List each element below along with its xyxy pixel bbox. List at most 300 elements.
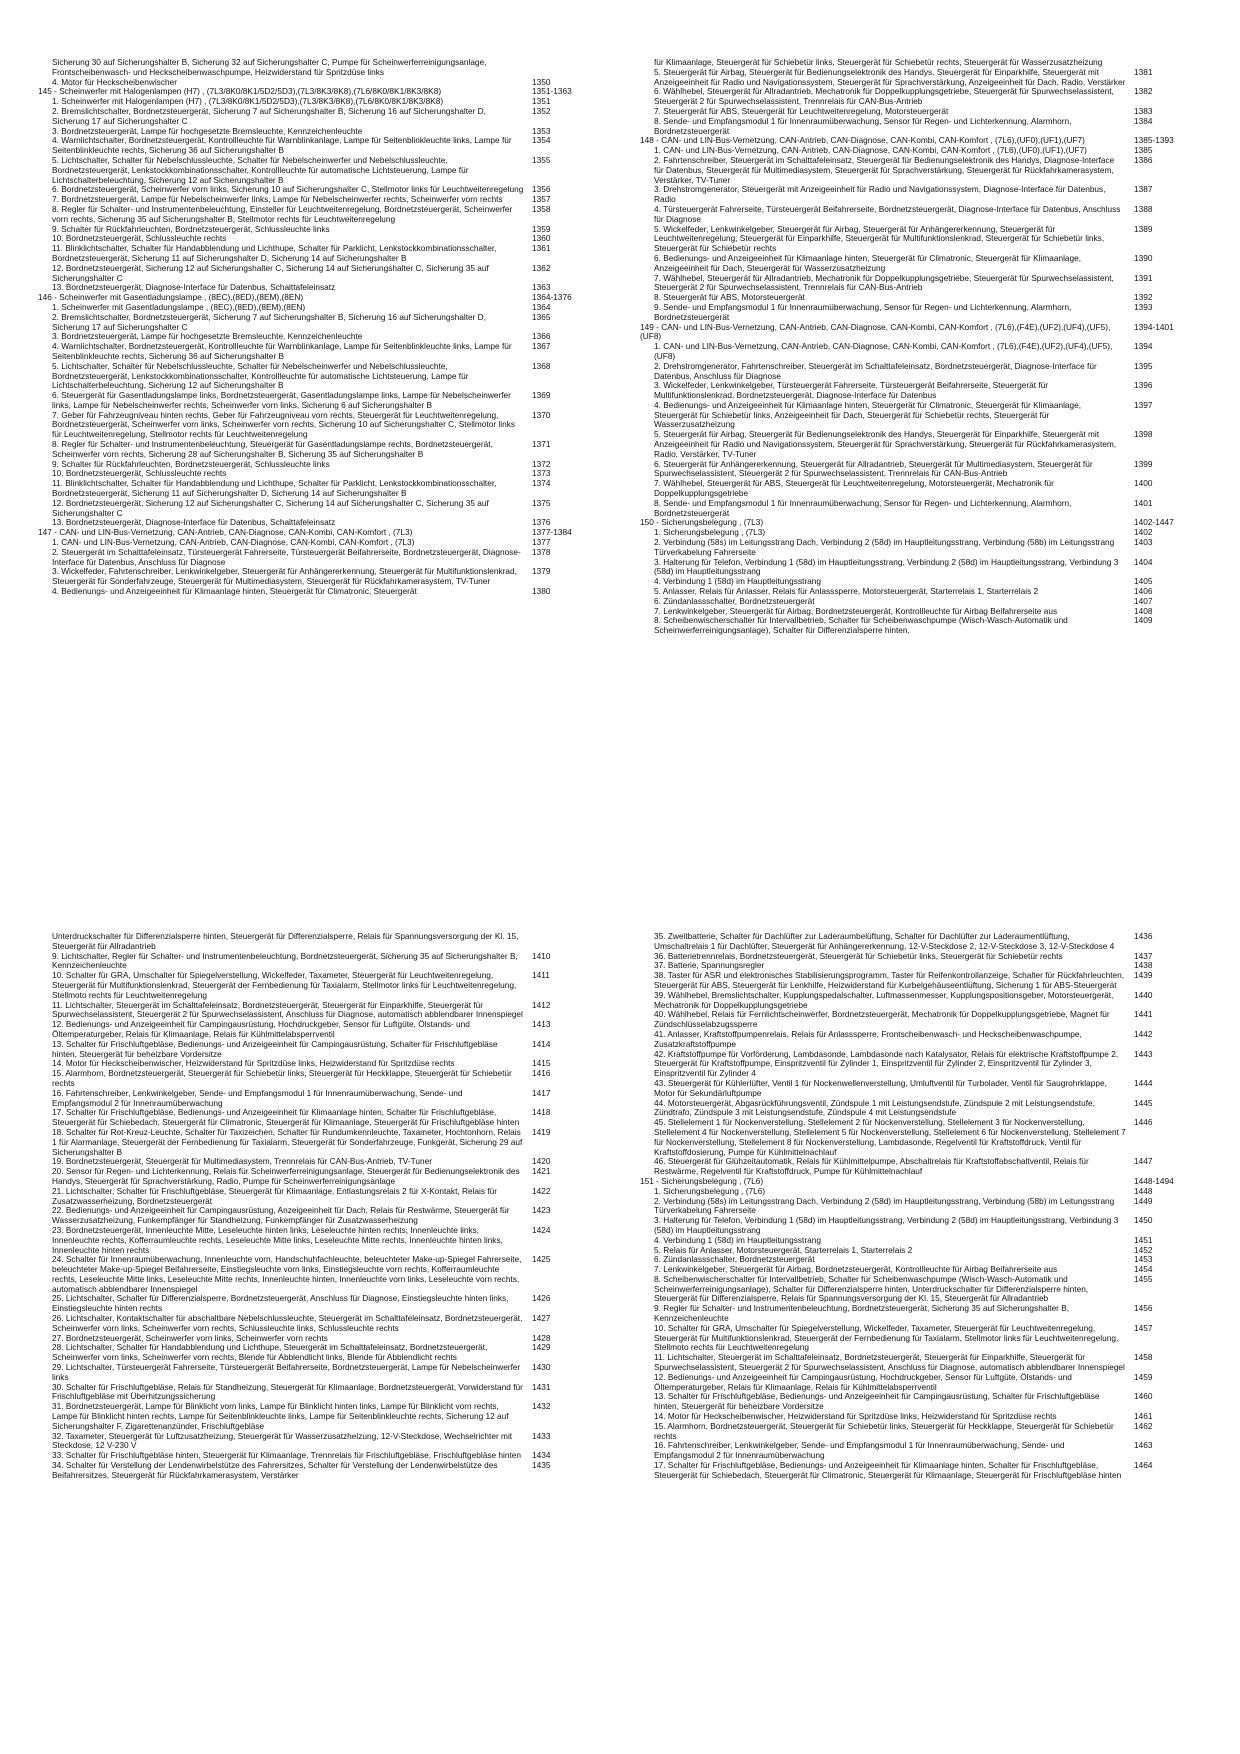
toc-entry-text: 5. Anlasser, Relais für Anlasser, Relais für Anlasssperre, Motorsteuergerät, Starterrelais 1, Starterrelais 2 — [654, 586, 1039, 597]
toc-entry-text: 44. Motorsteuergerät, Abgasrückführungsventil, Zündspule 1 mit Leistungsendstufe, Zündspule 2 mit Leistungsendstufe, Zündtrafo, Zündspule 3 mit Leistungsendstufe, Zündspule 4 mit Leistungsendstufe — [654, 1097, 1095, 1118]
toc-entry-text: 13. Bordnetzsteuergerät, Diagnose-Interface für Datenbus, Schalttafeleinsatz — [52, 517, 336, 528]
toc-entry-text: 1. CAN- und LIN-Bus-Vernetzung, CAN-Antrieb, CAN-Diagnose, CAN-Kombi, CAN-Komfort , (7L3) — [52, 537, 415, 548]
toc-entry-page: 1367 — [532, 341, 551, 352]
toc-entry-page: 1455 — [1134, 1273, 1153, 1284]
toc-entry-text: 16. Fahrtenschreiber, Lenkwinkelgeber, Sende- und Empfangsmodul 1 für Innenraumüberwachung, Sende- und Empfangsmodul 2 für Innenraumüberwachung — [52, 1087, 463, 1108]
toc-entry-text: 28. Lichtschalter, Schalter für Handabblendung und Lichthupe, Steuergerät im Schalttafeleinsatz, Bordnetzsteuergerät, Scheinwerfer vorn links, Scheinwerfer vorn rechts, Blende für Abblendlicht links, Blende für Abblendlicht rechts — [52, 1342, 488, 1363]
toc-entry-page: 1364-1376 — [532, 292, 572, 303]
toc-entry-page: 1404 — [1134, 556, 1153, 567]
toc-entry — [654, 254, 1202, 274]
toc-entry-text: 34. Schalter für Verstellung der Lendenwirbelstütze des Fahrersitzes, Schalter für Verstellung der Lendenwirbelstütze des Beifahrersitzes, Steuergerät für Rückfahrkamerasystem, Verstärker — [52, 1460, 498, 1480]
toc-entry-text: 25. Lichtschalter, Schalter für Differenzialsperre, Bordnetzsteuergerät, Anschluss für Diagnose, Einstiegsleuchte hinten links, Einstiegsleuchte hinten rechts — [52, 1293, 509, 1314]
toc-entry-page: 1432 — [532, 1401, 551, 1412]
toc-entry-page: 1351 — [532, 96, 551, 107]
toc-entry-page: 1389 — [1134, 223, 1153, 234]
toc-entry-page: 1351-1363 — [532, 86, 572, 97]
toc-entry-text: 21. Lichtschalter, Schalter für Frischluftgebläse, Steuergerät für Klimaanlage, Entlastungsrelais 2 für X-Kontakt, Relais für Zusatzwasserheizung, Bordnetzsteuergerät — [52, 1185, 498, 1206]
toc-entry — [654, 1030, 1202, 1050]
toc-entry-page: 1463 — [1134, 1440, 1153, 1451]
toc-entry-text: 3. Drehstromgenerator, Steuergerät mit Anzeigeeinheit für Radio und Navigationssystem, Diagnose-Interface für Datenbus, Radio — [654, 184, 1106, 205]
toc-entry — [654, 430, 1202, 459]
toc-entry-text: 11. Blinklichtschalter, Schalter für Handabblendung und Lichthupe, Schalter für Parklicht, Lenkstockkombinationsschalter, Bordnetzsteuergerät, Sicherung 11 auf Sicherungshalter D, Sicherung 14 auf Sicherungshalter B — [52, 478, 497, 499]
toc-entry-page: 1371 — [532, 439, 551, 450]
toc-entry — [654, 117, 1202, 137]
toc-entry — [654, 538, 1202, 558]
toc-entry-text: 4. Warnlichtschalter, Bordnetzsteuergerät, Kontrollleuchte für Warnblinkanlage, Lampe für Seitenblinkleuchte links, Lampe für Seitenblinkleuchte rechts, Sicherung 36 auf Sicherungshalter B — [52, 341, 512, 361]
toc-entry — [654, 87, 1202, 107]
toc-entry-text: 41. Anlasser, Kraftstoffpumpenrelais, Relais für Anlasssperre, Frontscheibenwasch- und Heckscheibenwaschpumpe, Zusatzkraftstoffpumpe — [654, 1028, 1082, 1049]
toc-entry — [52, 1314, 600, 1334]
toc-entry — [654, 616, 1202, 636]
toc-entry-text: 46. Steuergerät für Glühzeitautomatik, Relais für Kühlmittelpumpe, Abschaltrelais für Kraftstoffabschaltventil, Relais für Restwärme, Regelventil für Kraftstoffdruck, Pumpe für Kühlmittelnachlauf — [654, 1156, 1089, 1177]
toc-entry-page: 1447 — [1134, 1156, 1153, 1167]
toc-entry — [654, 1353, 1202, 1373]
toc-entry-text: 40. Wählhebel, Relais für Fernlichtscheinwerfer, Bordnetzsteuergerät, Mechatronik für Doppelkupplungsgetriebe, Magnet für Zündschlüsselabzugssperre — [654, 1009, 1110, 1030]
toc-entry-page: 1363 — [532, 282, 551, 293]
toc-entry-text: 38. Taster für ASR und elektronisches Stabilisierungsprogramm, Taster für Reifenkontrollanzeige, Schalter für Rückfahrleuchten, Steuergerät für ABS, Steuergerät für Lenkhilfe, Heizwiderstand für Kurbelgehäuseentlüftung, Sicherung 1 für ABS-Steuergerät — [654, 970, 1125, 990]
toc-entry-page: 1402-1447 — [1134, 517, 1174, 528]
toc-entry — [654, 558, 1202, 578]
toc-entry — [52, 136, 600, 156]
toc-entry-text: 33. Schalter für Frischluftgebläse hinten, Steuergerät für Klimaanlage, Trennrelais für Frischluftgebläse, Frischluftgebläse hinten — [52, 1450, 522, 1461]
toc-entry-text: 1. CAN- und LIN-Bus-Vernetzung, CAN-Antrieb, CAN-Diagnose, CAN-Kombi, CAN-Komfort , (7L6),(F4E),(UF2),(UF4),(UF5),(UF8) — [654, 341, 1113, 361]
toc-entry — [654, 1216, 1202, 1236]
toc-entry-text: 150 - Sicherungsbelegung , (7L3) — [640, 517, 764, 528]
toc-entry-text: 6. Zündanlassschalter, Bordnetzsteuergerät — [654, 1254, 815, 1265]
toc-entry — [654, 303, 1202, 323]
toc-entry-text: 3. Bordnetzsteuergerät, Lampe für hochgesetzte Bremsleuchte, Kennzeichenleuchte — [52, 331, 363, 342]
toc-entry — [654, 205, 1202, 225]
toc-entry-page: 1383 — [1134, 105, 1153, 116]
page-quadrant-top-left — [38, 57, 600, 838]
toc-entry-page: 1390 — [1134, 252, 1153, 263]
toc-entry-page: 1384 — [1134, 115, 1153, 126]
toc-entry-page: 1382 — [1134, 86, 1153, 97]
toc-entry-text: 20. Sensor für Regen- und Lichterkennung, Relais für Scheinwerferreinigungsanlage, Steuergerät für Bedienungselektronik des Handys, Steuergerät für Sprachverstärkung, Radio, Pumpe für Scheinwerferreinigungsanlage — [52, 1166, 520, 1186]
toc-entry-page: 1438 — [1134, 960, 1153, 971]
toc-entry-page: 1464 — [1134, 1460, 1153, 1471]
toc-entry-page: 1410 — [532, 950, 551, 961]
toc-entry — [52, 548, 600, 568]
toc-entry-page: 1426 — [532, 1293, 551, 1304]
toc-entry-text: 3. Halterung für Telefon, Verbindung 1 (58d) im Hauptleitungsstrang, Verbindung 2 (58d) im Hauptleitungsstrang, Verbindung 3 (58d) im Hauptleitungsstrang — [654, 556, 1119, 577]
toc-entry — [52, 440, 600, 460]
toc-entry-page: 1387 — [1134, 184, 1153, 195]
toc-entry-page: 1407 — [1134, 595, 1153, 606]
toc-entry-page: 1450 — [1134, 1215, 1153, 1226]
toc-entry-text: 14. Motor für Heckscheibenwischer, Heizwiderstand für Spritzdüse links, Heizwiderstand für Spritzdüse rechts — [52, 1058, 455, 1069]
toc-entry — [52, 1255, 600, 1294]
toc-entry-text: 146 - Scheinwerfer mit Gasentladungslampe , (8EC),(8ED),(8EM),(8EN) — [38, 292, 304, 303]
toc-entry-text: 2. Verbindung (58s) im Leitungsstrang Dach, Verbindung 2 (58d) im Hauptleitungsstrang, Verbindung (58b) im Leitungsstrang Türverkabelung Fahrerseite — [654, 1195, 1115, 1216]
toc-entry-text: 10. Schalter für GRA, Umschalter für Spiegelverstellung, Wickelfeder, Taxameter, Steuergerät für Leuchtweitenregelung, Steuergerät für Multifunktionslenkrad, Steuergerät der Fernbedienung für Taxialarm, Stellmotor links für Leuchtweitenregelung, Stellmoto rechts für Leuchtweitenregelung — [654, 1322, 1119, 1353]
toc-entry — [654, 1197, 1202, 1217]
toc-entry-text: 9. Schalter für Rückfahrleuchten, Bordnetzsteuergerät, Schlussleuchte links — [52, 458, 330, 469]
toc-entry-page: 1454 — [1134, 1264, 1153, 1275]
toc-entry-page: 1433 — [532, 1430, 551, 1441]
toc-entry — [654, 1079, 1202, 1099]
toc-entry-text: 42. Kraftstoffpumpe für Vorförderung, Lambdasonde, Lambdasonde nach Katalysator, Relais für elektrische Kraftstoffpumpe 2, Steuergerät für Kraftstoffpumpe, Einspritzventil für Zylinder 1, Einspritzventil für Zylinder 2, Einspritzventil für Zylinder 3, Einspritzventil für Zylinder 4 — [654, 1048, 1119, 1079]
toc-entry — [654, 401, 1202, 430]
toc-entry-page: 1419 — [532, 1126, 551, 1137]
toc-entry — [654, 225, 1202, 254]
toc-entry-text: 5. Relais für Anlasser, Motorsteuergerät, Starterrelais 1, Starterrelais 2 — [654, 1244, 913, 1255]
page-quadrant-top-right — [640, 57, 1202, 838]
toc-entry-page: 1460 — [1134, 1391, 1153, 1402]
toc-entry-text: 147 - CAN- und LIN-Bus-Vernetzung, CAN-Antrieb, CAN-Diagnose, CAN-Kombi, CAN-Komfort , (7L3) — [38, 527, 413, 538]
toc-entry-text: 9. Lichtschalter, Regler für Schalter- und Instrumentenbeleuchtung, Bordnetzsteuergerät, Sicherung 35 auf Sicherungshalter B, Kennzeichenleuchte — [52, 950, 518, 971]
toc-entry-page: 1411 — [532, 970, 550, 981]
toc-entry-page: 1368 — [532, 360, 551, 371]
toc-entry — [52, 1294, 600, 1314]
toc-entry — [52, 479, 600, 499]
toc-entry-text: 6. Bordnetzsteuergerät, Scheinwerfer vorn links, Sicherung 10 auf Sicherungshalter C, Stellmotor links für Leuchtweitenregelung — [52, 184, 524, 195]
toc-entry-page: 1457 — [1134, 1322, 1153, 1333]
toc-entry-page: 1379 — [532, 566, 551, 577]
toc-entry — [52, 264, 600, 284]
toc-entry — [654, 460, 1202, 480]
toc-entry-text: 2. Fahrtenschreiber, Steuergerät im Schalttafeleinsatz, Steuergerät für Bedienungselektronik des Handys, Diagnose-Interface für Datenbus, Steuergerät für Multimediasystem, Steuergerät für Sprachverstärkung, Steuergerät für Rückfahrkamerasystem, Verstärker, TV-Tuner — [654, 154, 1115, 185]
toc-entry-page: 1418 — [532, 1107, 551, 1118]
toc-entry-text: 2. Drehstromgenerator, Fahrtenschreiber, Steuergerät im Schalttafeleinsatz, Bordnetzsteuergerät, Diagnose-Interface für Datenbus, Anschluss für Diagnose — [654, 360, 1097, 381]
toc-entry-text: 1. Sicherungsbelegung , (7L6) — [654, 1185, 766, 1196]
toc-entry-text: 2. Bremslichtschalter, Bordnetzsteuergerät, Sicherung 7 auf Sicherungshalter B, Sicherung 16 auf Sicherungshalter D, Sicherung 17 auf Sicherungshalter C — [52, 105, 486, 126]
toc-entry-page: 1380 — [532, 586, 551, 597]
toc-entry-page: 1354 — [532, 135, 551, 146]
toc-entry — [654, 971, 1202, 991]
toc-entry-page: 1397 — [1134, 399, 1153, 410]
toc-entry-page: 1393 — [1134, 301, 1153, 312]
toc-entry-text: 23. Bordnetzsteuergerät, Innenleuchte Mitte, Leseleuchte hinten links, Leseleuchte hinten rechts, Innenleuchte links, Innenleuchte rechts, Kofferraumleuchte rechts, Leseleuchte Mitte links, Leseleuchte Mitte rechts, Innenleuchte hinten links, Innenleuchte hinten rechts — [52, 1224, 503, 1255]
toc-entry-text: 7. Wählhebel, Steuergerät für ABS, Steuergerät für Leuchtweitenregelung, Motorsteuergerät, Mechatronik für Doppelkupplungsgetriebe — [654, 478, 1054, 499]
toc-entry — [52, 567, 600, 587]
toc-entry-text: 45. Stellelement 1 für Nockenverstellung, Stellelement 2 für Nockenverstellung, Stellelement 3 für Nockenverstellung, Stellelement 4 für Nockenverstellung, Stellelement 5 für Nockenverstellung, Stellelement 6 für Nockenverstellung, Stellelement 7 für Nockenverstellung, Stellelement 8 für Nockenverstellung, Lambdasonde, Regelventil für Kraftstoffdruck, Ventil für Kraftstoffdosierung, Pumpe für Kühlmittelnachlauf — [654, 1117, 1126, 1157]
toc-entry-text: Sicherung 30 auf Sicherungshalter B, Sicherung 32 auf Sicherungshalter C, Pumpe für Scheinwerferreinigungsanlage, Frontscheibenwasch- und Heckscheibenwaschpumpe, Heizwiderstand für Spritzdüse links — [52, 57, 487, 77]
toc-entry-text: 5. Wickelfeder, Lenkwinkelgeber, Steuergerät für Airbag, Steuergerät für Anhängererkennung, Steuergerät für Leuchtweitenregelung, Steuergerät für Einparkhilfe, Steuergerät für Multifunktionslenkrad, Steuergerät für Schiebetür links, Steuergerät für Schiebetür rechts — [654, 223, 1105, 254]
toc-entry-text: 36. Batterietrennrelais, Bordnetzsteuergerät, Steuergerät für Schiebetür links, Steuergerät für Schiebetür rechts — [654, 950, 1063, 961]
toc-entry-page: 1442 — [1134, 1028, 1153, 1039]
toc-entry-text: 15. Alarmhorn, Bordnetzsteuergerät, Steuergerät für Schiebetür links, Steuergerät für Heckklappe, Steuergerät für Schiebetür rechts — [52, 1068, 512, 1088]
toc-entry — [52, 58, 600, 78]
toc-entry-text: für Klimaanlage, Steuergerät für Schiebetür links, Steuergerät für Schiebetür rechts, Steuergerät für Wasserzusatzheizung — [654, 57, 1103, 67]
toc-entry — [654, 1275, 1202, 1304]
toc-entry — [654, 1324, 1202, 1353]
toc-entry-text: 8. Scheibenwischerschalter für Intervallbetrieb, Schalter für Scheibenwaschpumpe (Wisch-Wasch-Automatik und Scheinwerferreinigungsanlage), Schalter für Differenzialsperre hinten, Unterdruckschalter für Differenzialsperre hinten, Steuergerät für Differenzialsperre, Relais für Spannungsversorgung der Kl. 15, Steuergerät für Allradantrieb — [654, 1273, 1089, 1304]
toc-entry — [52, 1167, 600, 1187]
toc-entry-text: 5. Lichtschalter, Schalter für Nebelschlussleuchte, Schalter für Nebelscheinwerfer und Nebelschlussleuchte, Bordnetzsteuergerät, Lenkstockkombinationsschalter, Kontrollleuchte für automatische Lichtsteuerung, Lampe für Lichtschalterbeleuchtung, Sicherung 12 auf Sicherungshalter B — [52, 154, 469, 185]
toc-entry-page: 1391 — [1134, 272, 1153, 283]
toc-entry-page: 1402 — [1134, 527, 1153, 538]
toc-entry-page: 1462 — [1134, 1420, 1153, 1431]
toc-entry — [52, 971, 600, 1000]
toc-entry-page: 1431 — [532, 1381, 551, 1392]
toc-entry-page: 1356 — [532, 184, 551, 195]
toc-entry — [654, 1099, 1202, 1119]
toc-entry — [654, 1461, 1202, 1481]
toc-entry-text: 35. Zweitbatterie, Schalter für Dachlüfter zur Laderaumbelüftung, Schalter für Dachlüfter zur Laderaumentlüftung, Umschaltrelais 1 für Dachlüfter, Steuergerät für Anhängererkennung, 12-V-Steckdose 2, 12-V-Steckdose 3, 12-V-Steckdose 4 — [654, 931, 1115, 951]
toc-entry-page: 1374 — [532, 478, 551, 489]
toc-entry-page: 1369 — [532, 390, 551, 401]
toc-entry-text: 3. Halterung für Telefon, Verbindung 1 (58d) im Hauptleitungsstrang, Verbindung 2 (58d) im Hauptleitungsstrang, Verbindung 3 (58d) im Hauptleitungsstrang — [654, 1215, 1119, 1235]
toc-entry — [52, 1402, 600, 1431]
toc-entry-page: 1398 — [1134, 429, 1153, 440]
toc-entry-page: 1456 — [1134, 1303, 1153, 1314]
toc-entry-page: 1399 — [1134, 458, 1153, 469]
toc-entry-text: 6. Bedienungs- und Anzeigeeinheit für Klimaanlage hinten, Steuergerät für Climatronic, Steuergerät für Klimaanlage, Anzeigeeinheit für Dach, Steuergerät für Wasserzusatzheizung — [654, 252, 1082, 273]
toc-entry-text: 12. Bedienungs- und Anzeigeeinheit für Campingausrüstung, Hochdruckgeber, Sensor für Luftgüte, Ölstands- und Öltemperaturgeber, Relais für Klimaanlage, Relais für Kühlmittelabsperrventil — [52, 1019, 470, 1039]
toc-entry-page: 1414 — [532, 1038, 551, 1049]
toc-entry-text: 4. Verbindung 1 (58d) im Hauptleitungsstrang — [654, 1234, 821, 1245]
toc-entry-text: 13. Bordnetzsteuergerät, Diagnose-Interface für Datenbus, Schalttafeleinsatz — [52, 282, 336, 293]
toc-entry-text: 7. Lenkwinkelgeber, Steuergerät für Airbag, Bordnetzsteuergerät, Kontrollleuchte für Airbag Beifahrerseite aus — [654, 1264, 1058, 1275]
toc-entry — [52, 1040, 600, 1060]
toc-entry-text: 4. Türsteuergerät Fahrerseite, Türsteuergerät Beifahrerseite, Bordnetzsteuergerät, Diagnose-Interface für Datenbus, Anschluss für Diagnose — [654, 203, 1121, 224]
toc-entry — [654, 381, 1202, 401]
toc-entry-text: 8. Sende- und Empfangsmodul 1 für Innenraumüberwachung, Sensor für Regen- und Lichterkennung, Alarmhorn, Bordnetzsteuergerät — [654, 115, 1072, 136]
toc-entry-text: 13. Schalter für Frischluftgebläse, Bedienungs- und Anzeigeeinheit für Campingausrüstung, Schalter für Frischluftgebläse hinten, Steuergerät für beheizbare Vordersitze — [654, 1391, 1100, 1412]
toc-entry-text: 5. Lichtschalter, Schalter für Nebelschlussleuchte, Schalter für Nebelscheinwerfer und Nebelschlussleuchte, Bordnetzsteuergerät, Lenkstockkombinationsschalter, Kontrollleuchte für automatische Lichtsteuerung, Lampe für Lichtschalterbeleuchtung, Sicherung 12 auf Sicherungshalter B — [52, 360, 469, 391]
toc-entry-text: 17. Schalter für Frischluftgebläse, Bedienungs- und Anzeigeeinheit für Klimaanlage hinten, Schalter für Frischluftgebläse, Steuergerät für Schiebedach, Steuergerät für Climatronic, Steuergerät für Klimaanlage, Steuergerät für Frischluftgebläse hinten — [52, 1107, 520, 1128]
toc-entry-text: 5. Steuergerät für Airbag, Steuergerät für Bedienungselektronik des Handys, Steuergerät für Einparkhilfe, Steuergerät mit Anzeigeeinheit für Radio und Navigationssystem, Steuergerät für Sprachverstärkung, Anzeigeeinheit für Dach, Radio, Verstärker — [654, 66, 1126, 87]
toc-entry-text: 12. Bordnetzsteuergerät, Sicherung 12 auf Sicherungshalter C, Sicherung 14 auf Sicherungshalter C, Sicherung 35 auf Sicherungshalter C — [52, 497, 489, 518]
toc-entry — [52, 244, 600, 264]
page-quadrant-bottom-right — [640, 931, 1202, 1732]
toc-entry — [654, 1441, 1202, 1461]
toc-entry — [52, 1187, 600, 1207]
toc-entry-page: 1427 — [532, 1313, 551, 1324]
toc-entry-page: 1405 — [1134, 576, 1153, 587]
toc-entry-text: 12. Bedienungs- und Anzeigeeinheit für Campingausrüstung, Hochdruckgeber, Sensor für Luftgüte, Ölstands- und Öltemperaturgeber, Relais für Klimaanlage, Relais für Kühlmittelabsperrventil — [654, 1371, 1072, 1392]
toc-entry — [654, 1373, 1202, 1393]
toc-entry-page: 1416 — [532, 1068, 551, 1079]
toc-entry-text: 148 - CAN- und LIN-Bus-Vernetzung, CAN-Antrieb, CAN-Diagnose, CAN-Kombi, CAN-Komfort , (7L6),(UF0),(UF1),(UF7) — [640, 135, 1085, 146]
toc-entry-text: 2. Steuergerät im Schalttafeleinsatz, Türsteuergerät Fahrerseite, Türsteuergerät Beifahrerseite, Bordnetzsteuergerät, Diagnose-Interface für Datenbus, Anschluss für Diagnose — [52, 546, 521, 567]
toc-entry-text: 43. Steuergerät für Kühlerlüfter, Ventil 1 für Nockenwellenverstellung, Umluftventil für Turbolader, Ventil für Saugrohrklappe, Motor für Sekundärluftpumpe — [654, 1077, 1107, 1098]
toc-entry-page: 1439 — [1134, 970, 1153, 981]
toc-entry-page: 1395 — [1134, 360, 1153, 371]
toc-entry-page: 1376 — [532, 517, 551, 528]
toc-entry-text: 151 - Sicherungsbelegung , (7L6) — [640, 1175, 764, 1186]
toc-entry-page: 1459 — [1134, 1371, 1153, 1382]
toc-entry-page: 1373 — [532, 468, 551, 479]
toc-entry-text: 2. Bremslichtschalter, Bordnetzsteuergerät, Sicherung 7 auf Sicherungshalter B, Sicherung 16 auf Sicherungshalter D, Sicherung 17 auf Sicherungshalter C — [52, 311, 486, 332]
toc-entry-page: 1437 — [1134, 950, 1153, 961]
toc-entry-page: 1417 — [532, 1087, 551, 1098]
toc-entry-page: 1448-1494 — [1134, 1175, 1174, 1186]
toc-entry — [52, 932, 600, 952]
toc-entry-page: 1422 — [532, 1185, 551, 1196]
toc-entry-text: 149 - CAN- und LIN-Bus-Vernetzung, CAN-Antrieb, CAN-Diagnose, CAN-Kombi, CAN-Komfort , (7L6),(F4E),(UF2),(UF4),(UF5),(UF8) — [640, 321, 1111, 342]
toc-entry-page: 1361 — [532, 243, 551, 254]
toc-entry-text: 145 - Scheinwerfer mit Halogenlampen (H7) , (7L3/8K0/8K1/5D2/5D3),(7L3/8K3/8K8),(7L6/8K0/8K1/8K3/8K8) — [38, 86, 442, 97]
toc-entry — [52, 1089, 600, 1109]
toc-entry-page: 1451 — [1134, 1234, 1153, 1245]
toc-entry-text: 4. Motor für Heckscheibenwischer — [52, 76, 177, 87]
toc-entry-text: 6. Steuergerät für Anhängererkennung, Steuergerät für Allradantrieb, Steuergerät für Multimediasystem, Steuergerät für Spurwechselassistent, Steuergerät 2 für Spurwechselassistent, Trennrelais für CAN-Bus-Antrieb — [654, 458, 1093, 479]
toc-entry-page: 1421 — [532, 1166, 551, 1177]
toc-entry-text: 9. Sende- und Empfangsmodul 1 für Innenraumüberwachung, Sensor für Regen- und Lichterkennung, Alarmhorn, Bordnetzsteuergerät — [654, 301, 1072, 322]
toc-entry-text: 10. Bordnetzsteuergerät, Schlussleuchte rechts — [52, 233, 227, 244]
toc-entry-page: 1429 — [532, 1342, 551, 1353]
toc-entry-page: 1430 — [532, 1362, 551, 1373]
toc-entry-page: 1425 — [532, 1254, 551, 1265]
toc-entry — [52, 1069, 600, 1089]
toc-entry-text: 18. Schalter für Rot-Kreuz-Leuchte, Schalter für Taxizeichen, Schalter für Rundumkennleuchte, Taxameter, Hochtonhorn, Relais 1 für Alarmanlage, Steuergerät der Fernbedienung für Taxialarm, Steuergerät für Sonderfahrzeuge, Funkgerät, Sicherung 29 auf Sicherungshalter B — [52, 1126, 523, 1157]
toc-entry-text: 19. Bordnetzsteuergerät, Steuergerät für Multimediasystem, Trennrelais für CAN-Bus-Antrieb, TV-Tuner — [52, 1156, 432, 1167]
toc-entry-page: 1357 — [532, 194, 551, 205]
toc-entry-page: 1359 — [532, 223, 551, 234]
toc-entry-text: 11. Lichtschalter, Steuergerät im Schalttafeleinsatz, Bordnetzsteuergerät, Steuergerät für Einparkhilfe, Steuergerät für Spurwechselassistent, Steuergerät 2 für Spurwechselassistent, Anschluss für Diagnose, automatisch abblendbarer Innenspiegel — [52, 999, 523, 1020]
toc-entry-text: 27. Bordnetzsteuergerät, Scheinwerfer vorn links, Scheinwerfer vorn rechts — [52, 1332, 328, 1343]
toc-entry — [52, 1206, 600, 1226]
toc-entry-page: 1350 — [532, 76, 551, 87]
toc-entry-page: 1385 — [1134, 145, 1153, 156]
toc-entry-text: 9. Regler für Schalter- und Instrumentenbeleuchtung, Bordnetzsteuergerät, Sicherung 35 auf Sicherungshalter B, Kennzeichenleuchte — [654, 1303, 1070, 1324]
toc-entry-page: 1355 — [532, 154, 551, 165]
toc-entry-page: 1400 — [1134, 478, 1153, 489]
toc-entry-page: 1378 — [532, 546, 551, 557]
toc-entry — [654, 1422, 1202, 1442]
toc-entry-text: 2. Verbindung (58s) im Leitungsstrang Dach, Verbindung 2 (58d) im Hauptleitungsstrang, Verbindung (58b) im Leitungsstrang Türverkabelung Fahrerseite — [654, 537, 1115, 557]
toc-entry-text: 29. Lichtschalter, Türsteuergerät Fahrerseite, Türsteuergerät Beifahrerseite, Bordnetzsteuergerät, Lampe für Nebelscheinwerfer links — [52, 1362, 521, 1382]
toc-entry-text: 14. Motor für Heckscheibenwischer, Heizwiderstand für Spritzdüse links, Heizwiderstand für Spritzdüse rechts — [654, 1411, 1057, 1422]
toc-entry-page: 1435 — [532, 1460, 551, 1471]
toc-entry-page: 1445 — [1134, 1097, 1153, 1108]
toc-entry-page: 1365 — [532, 311, 551, 322]
toc-section-heading — [640, 323, 1202, 343]
toc-entry-page: 1424 — [532, 1224, 551, 1235]
toc-entry-text: 4. Bedienungs- und Anzeigeeinheit für Klimaanlage hinten, Steuergerät für Climatronic, Steuergerät für Klimaanlage, Steuergerät für Schiebetür links, Anzeigeeinheit für Dach, Steuergerät für Schiebetür rechts, Steuergerät für Wasserzusatzheizung — [654, 399, 1082, 430]
toc-entry-text: 1. CAN- und LIN-Bus-Vernetzung, CAN-Antrieb, CAN-Diagnose, CAN-Kombi, CAN-Komfort , (7L6),(UF0),(UF1),(UF7) — [654, 145, 1087, 156]
toc-entry-page: 1353 — [532, 125, 551, 136]
toc-entry-text: 22. Bedienungs- und Anzeigeeinheit für Campingausrüstung, Anzeigeeinheit für Dach, Relais für Restwärme, Steuergerät für Wasserzusatzheizung, Funkempfänger für Standheizung, Funkempfänger für Zusatzwasserheizung — [52, 1205, 510, 1226]
toc-entry — [52, 362, 600, 391]
toc-entry — [52, 342, 600, 362]
toc-entry — [654, 274, 1202, 294]
toc-entry — [654, 156, 1202, 185]
toc-entry — [52, 1108, 600, 1128]
toc-entry — [654, 185, 1202, 205]
toc-entry-page: 1444 — [1134, 1077, 1153, 1088]
toc-entry — [52, 313, 600, 333]
toc-entry-text: 16. Fahrtenschreiber, Lenkwinkelgeber, Sende- und Empfangsmodul 1 für Innenraumüberwachung, Sende- und Empfangsmodul 2 für Innenraumüberwachung — [654, 1440, 1065, 1461]
toc-entry-page: 1381 — [1134, 66, 1153, 77]
toc-entry-text: 4. Warnlichtschalter, Bordnetzsteuergerät, Kontrollleuchte für Warnblinkanlage, Lampe für Seitenblinkleuchte links, Lampe für Seitenblinkleuchte rechts, Sicherung 36 auf Sicherungshalter B — [52, 135, 512, 156]
toc-entry-text: 24. Schalter für Innenraumüberwachung, Innenleuchte vorn, Handschuhfachleuchte, beleuchteter Make-up-Spiegel Fahrerseite, beleuchteter Make-up-Spiegel Beifahrerseite, Einstiegsleuchte vorn links, Einstiegsleuchte vorn rechts, Kofferraumleuchte rechts, Leseleuchte Mitte links, Leseleuchte Mitte rechts, Innenleuchte hinten, Innenleuchte vorn links, Leseleuchte vorn rechts, automatisch abblendbarer Innenspiegel — [52, 1254, 522, 1294]
toc-entry-page: 1362 — [532, 262, 551, 273]
toc-entry-page: 1385-1393 — [1134, 135, 1174, 146]
toc-entry-text: 15. Alarmhorn, Bordnetzsteuergerät, Steuergerät für Schiebetür links, Steuergerät für Heckklappe, Steuergerät für Schiebetür rechts — [654, 1420, 1114, 1441]
toc-entry-text: 7. Geber für Fahrzeugniveau hinten rechts, Geber für Fahrzeugniveau vorn rechts, Steuergerät für Leuchtweitenregelung, Bordnetzsteuergerät, Scheinwerfer vorn links, Scheinwerfer vorn rechts, Sicherung 10 auf Sicherungshalter C, Stellmotor links für Leuchtweitenregelung, Stellmotor rechts für Leuchtweitenregelung — [52, 409, 516, 440]
toc-entry-text: 26. Lichtschalter, Kontaktschalter für abschaltbare Nebelschlussleuchte, Steuergerät im Schalttafeleinsatz, Bordnetzsteuergerät, Scheinwerfer vorn links, Scheinwerfer vorn rechts, Schlussleuchte links, Schlussleuchte rechts — [52, 1313, 523, 1333]
toc-entry-page: 1372 — [532, 458, 551, 469]
toc-entry-page: 1403 — [1134, 537, 1153, 548]
toc-entry-text: 4. Verbindung 1 (58d) im Hauptleitungsstrang — [654, 576, 821, 587]
page-quadrant-bottom-left — [52, 932, 600, 1732]
toc-entry — [654, 1392, 1202, 1412]
toc-entry-text: 1. Scheinwerfer mit Gasentladungslampe , (8EC),(8ED),(8EM),(8EN) — [52, 301, 306, 312]
toc-entry-page: 1448 — [1134, 1185, 1153, 1196]
toc-entry-text: 13. Schalter für Frischluftgebläse, Bedienungs- und Anzeigeeinheit für Campingausrüstung, Schalter für Frischluftgebläse hinten, Steuergerät für beheizbare Vordersitze — [52, 1038, 498, 1059]
toc-entry-page: 1375 — [532, 497, 551, 508]
toc-entry — [654, 479, 1202, 499]
toc-entry-page: 1420 — [532, 1156, 551, 1167]
toc-entry-page: 1358 — [532, 203, 551, 214]
toc-entry-page: 1415 — [532, 1058, 551, 1069]
toc-entry — [52, 411, 600, 440]
toc-entry-text: 6. Wählhebel, Steuergerät für Allradantrieb, Mechatronik für Doppelkupplungsgetriebe, Steuergerät für Spurwechselassistent, Steuergerät 2 für Spurwechselassistent, Trennrelais für CAN-Bus-Antrieb — [654, 86, 1114, 107]
toc-entry-text: 3. Wickelfeder, Fahrtenschreiber, Lenkwinkelgeber, Steuergerät für Anhängererkennung, Steuergerät für Multifunktionslenkrad, Steuergerät für Sonderfahrzeuge, Steuergerät für Multimediasystem, Steuergerät für Rückfahrkamerasystem, TV-Tuner — [52, 566, 517, 587]
toc-entry-text: 3. Wickelfeder, Lenkwinkelgeber, Türsteuergerät Fahrerseite, Türsteuergerät Beifahrerseite, Steuergerät für Multifunktionslenkrad, Bordnetzsteuergerät, Diagnose-Interface für Datenbus — [654, 380, 1048, 401]
toc-entry-page: 1386 — [1134, 154, 1153, 165]
toc-entry-page: 1428 — [532, 1332, 551, 1343]
toc-entry-text: 39. Wählhebel, Bremslichtschalter, Kupplungspedalschalter, Luftmassenmesser, Kupplungspositionsgeber, Motorsteuergerät, Mechatronik für Doppelkupplungsgetriebe — [654, 989, 1114, 1010]
toc-entry-page: 1461 — [1134, 1411, 1153, 1422]
toc-entry-text: 11. Blinklichtschalter, Schalter für Handabblendung und Lichthupe, Schalter für Parklicht, Lenkstockkombinationsschalter, Bordnetzsteuergerät, Sicherung 11 auf Sicherungshalter D, Sicherung 14 auf Sicherungshalter B — [52, 243, 497, 263]
toc-entry-page: 1458 — [1134, 1352, 1153, 1363]
toc-entry-page: 1436 — [1134, 931, 1153, 941]
toc-entry-text: 30. Schalter für Frischluftgebläse, Relais für Standheizung, Steuergerät für Klimaanlage, Bordnetzsteuergerät, Vorwiderstand für Frischluftgebläse mit Überhitzungssicherung — [52, 1381, 523, 1402]
toc-entry-text: 1. Scheinwerfer mit Halogenlampen (H7) , (7L3/8K0/8K1/5D2/5D3),(7L3/8K3/8K8),(7L6/8K0/8K1/8K3/8K8) — [52, 96, 444, 107]
toc-entry-page: 1370 — [532, 409, 551, 420]
toc-entry-text: 31. Bordnetzsteuergerät, Lampe für Blinklicht vorn links, Lampe für Blinklicht hinten links, Lampe für Blinklicht vorn rechts, Lampe für Blinklicht hinten rechts, Lampe für Seitenblinkleuchte links, Lampe für Seitenblinkleuchte rechts, Sicherung 12 auf Sicherungshalter F, Zigarettenanzünder, Frischluftgebläse — [52, 1401, 509, 1431]
toc-entry — [52, 391, 600, 411]
toc-entry-page: 1360 — [532, 233, 551, 244]
toc-entry — [52, 107, 600, 127]
toc-entry-text: 9. Schalter für Rückfahrleuchten, Bordnetzsteuergerät, Schlussleuchte links — [52, 223, 330, 234]
toc-entry-text: 5. Steuergerät für Airbag, Steuergerät für Bedienungselektronik des Handys, Steuergerät für Einparkhilfe, Steuergerät mit Anzeigeeinheit für Radio und Navigationssystem, Steuergerät für Sprachverstärkung, Steuergerät für Rückfahrkamerasystem, Radio, Verstärker, TV-Tuner — [654, 429, 1117, 459]
toc-entry-text: 4. Bedienungs- und Anzeigeeinheit für Klimaanlage hinten, Steuergerät für Climatronic, Steuergerät — [52, 586, 417, 597]
toc-entry-page: 1423 — [532, 1205, 551, 1216]
toc-entry-text: 8. Scheibenwischerschalter für Intervallbetrieb, Schalter für Scheibenwaschpumpe (Wisch-Wasch-Automatik und Scheinwerferreinigungsanlage), Schalter für Differenzialsperre hinten, — [654, 615, 1068, 636]
toc-entry — [52, 1363, 600, 1383]
toc-entry — [654, 1304, 1202, 1324]
toc-entry — [654, 1157, 1202, 1177]
toc-entry-page: 1352 — [532, 105, 551, 116]
toc-entry-page: 1394 — [1134, 341, 1153, 352]
toc-entry — [52, 205, 600, 225]
toc-entry-text: 37. Batterie, Spannungsregler — [654, 960, 765, 971]
toc-entry-page: 1412 — [532, 999, 551, 1010]
toc-entry — [654, 1050, 1202, 1079]
toc-entry — [52, 156, 600, 185]
toc-entry-page: 1377-1384 — [532, 527, 572, 538]
toc-entry-page: 1401 — [1134, 497, 1153, 508]
toc-entry-text: 12. Bordnetzsteuergerät, Sicherung 12 auf Sicherungshalter C, Sicherung 14 auf Sicherungshalter C, Sicherung 35 auf Sicherungshalter C — [52, 262, 489, 283]
toc-entry-text: 6. Zündanlassschalter, Bordnetzsteuergerät — [654, 595, 815, 606]
toc-entry — [654, 932, 1202, 952]
toc-entry — [654, 68, 1202, 88]
toc-entry — [654, 362, 1202, 382]
toc-entry-page: 1364 — [532, 301, 551, 312]
toc-entry — [52, 1343, 600, 1363]
toc-entry — [52, 1461, 600, 1481]
toc-entry-text: 17. Schalter für Frischluftgebläse, Bedienungs- und Anzeigeeinheit für Klimaanlage hinten, Schalter für Frischluftgebläse, Steuergerät für Schiebedach, Steuergerät für Climatronic, Steuergerät für Klimaanlage, Steuergerät für Frischluftgebläse hinten — [654, 1460, 1122, 1480]
toc-entry-text: 32. Taxameter, Steuergerät für Luftzusatzheizung, Steuergerät für Wasserzusatzheizung, 12-V-Steckdose, Wechselrichter mit Steckdose, 12 V-230 V — [52, 1430, 513, 1451]
toc-entry-text: 11. Lichtschalter, Steuergerät im Schalttafeleinsatz, Bordnetzsteuergerät, Steuergerät für Einparkhilfe, Steuergerät für Spurwechselassistent, Steuergerät 2 für Spurwechselassistent, Anschluss für Diagnose, automatisch abblendbarer Innenspiegel — [654, 1352, 1125, 1373]
toc-entry-text: 7. Wählhebel, Steuergerät für Allradantrieb, Mechatronik für Doppelkupplungsgetriebe, Steuergerät für Spurwechselassistent, Steuergerät 2 für Spurwechselassistent, Trennrelais für CAN-Bus-Antrieb — [654, 272, 1114, 293]
toc-entry — [52, 1128, 600, 1157]
toc-entry-page: 1434 — [532, 1450, 551, 1461]
toc-entry-page: 1413 — [532, 1019, 551, 1030]
toc-entry — [52, 587, 600, 597]
toc-entry-page: 1449 — [1134, 1195, 1153, 1206]
toc-entry-text: 7. Lenkwinkelgeber, Steuergerät für Airbag, Bordnetzsteuergerät, Kontrollleuchte für Airbag Beifahrerseite aus — [654, 605, 1058, 616]
toc-entry-text: 10. Schalter für GRA, Umschalter für Spiegelverstellung, Wickelfeder, Taxameter, Steuergerät für Leuchtweitenregelung, Steuergerät für Multifunktionslenkrad, Steuergerät der Fernbedienung für Taxialarm, Stellmotor links für Leuchtweitenregelung, Stellmoto rechts für Leuchtweitenregelung — [52, 970, 517, 1000]
toc-entry-text: 7. Steuergerät für ABS, Steuergerät für Leuchtweitenregelung, Motorsteuergerät — [654, 105, 949, 116]
toc-entry — [52, 1383, 600, 1403]
toc-entry-page: 1406 — [1134, 586, 1153, 597]
